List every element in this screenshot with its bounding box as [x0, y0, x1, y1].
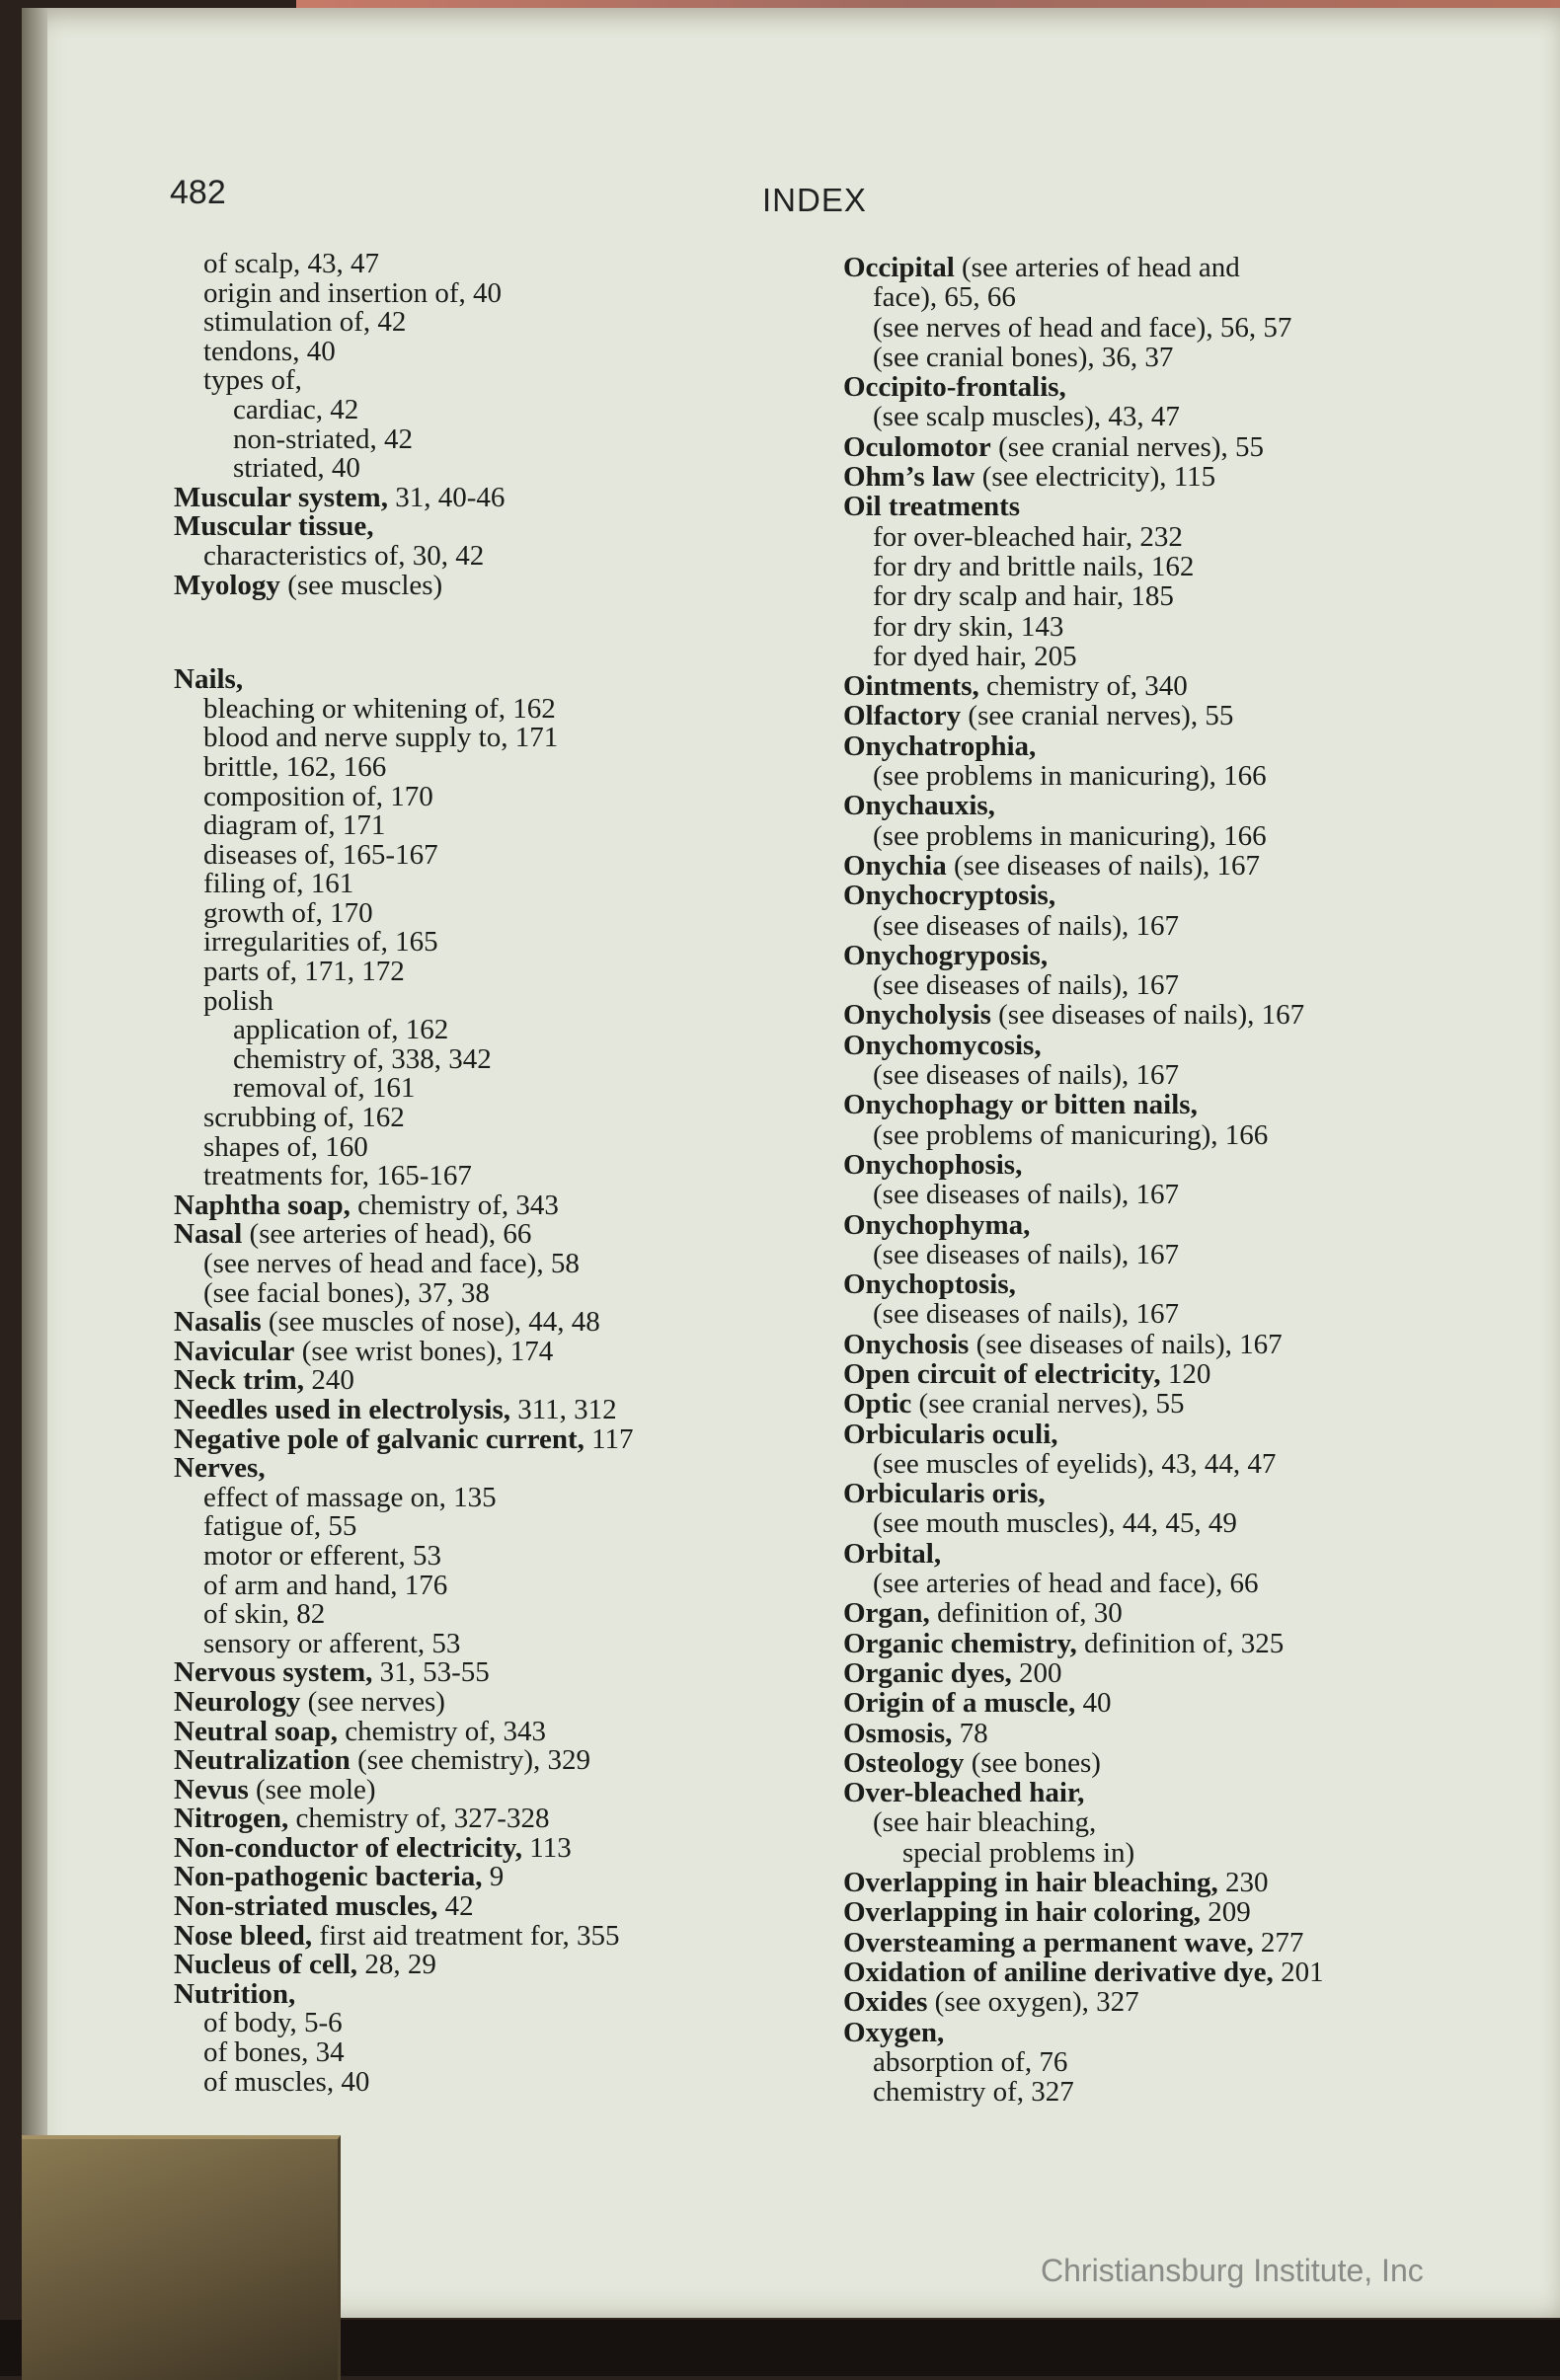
index-heading-entry	[843, 1090, 1534, 1119]
index-locator: motor or efferent, 53	[203, 1539, 442, 1572]
index-locator: (see muscles)	[279, 569, 443, 601]
index-term: Ohm’s law	[843, 461, 975, 494]
index-term: Occipital	[843, 252, 955, 283]
index-term: Non-conductor of electricity,	[174, 1831, 523, 1864]
index-locator: (see arteries of head and face), 66	[873, 1568, 1259, 1600]
section-gap	[174, 600, 825, 665]
index-subentry	[843, 282, 1534, 312]
index-heading-entry	[174, 1773, 825, 1805]
index-heading-entry	[843, 1778, 1534, 1807]
index-subentry	[843, 821, 1534, 851]
index-locator: (see diseases of nails), 167	[946, 849, 1261, 882]
index-locator: 9	[482, 1861, 505, 1893]
index-subentry	[174, 780, 825, 812]
index-term: Origin of a muscle,	[843, 1687, 1076, 1720]
index-heading-entry	[843, 1748, 1534, 1778]
index-locator: (see scalp muscles), 43, 47	[873, 401, 1180, 433]
index-term: Onychophyma,	[843, 1208, 1031, 1241]
index-subentry	[843, 1449, 1534, 1479]
index-locator: fatigue of, 55	[203, 1510, 357, 1543]
index-term: Non-pathogenic bacteria,	[174, 1861, 483, 1893]
index-heading-entry	[843, 1539, 1534, 1569]
index-term: Nails,	[174, 663, 244, 696]
index-locator: of body, 5-6	[203, 2007, 343, 2039]
index-heading-entry	[843, 1719, 1534, 1748]
index-term: Navicular	[174, 1335, 295, 1367]
index-term: Onychogryposis,	[843, 939, 1049, 971]
index-heading-entry	[174, 1715, 825, 1747]
book-tab-corner	[22, 2135, 341, 2380]
index-term: Onychosis	[843, 1328, 970, 1360]
index-locator: (see diseases of nails), 167	[990, 999, 1305, 1032]
index-heading-entry	[843, 1479, 1534, 1508]
index-heading-entry	[174, 1422, 825, 1455]
index-subentry	[843, 970, 1534, 1000]
index-term: Onychia	[843, 849, 947, 882]
index-locator: chemistry of, 327	[873, 2076, 1074, 2109]
index-locator: (see oxygen), 327	[927, 1986, 1139, 2019]
index-locator: chemistry of, 343	[337, 1715, 546, 1747]
index-term: Olfactory	[843, 700, 962, 732]
index-subentry	[174, 838, 825, 871]
index-locator: (see nerves)	[300, 1685, 445, 1718]
index-heading-entry	[843, 791, 1534, 820]
index-subentry	[843, 1838, 1534, 1868]
index-locator: (see cranial bones), 36, 37	[873, 341, 1174, 373]
index-heading-entry	[174, 481, 825, 513]
index-locator: (see diseases of nails), 167	[873, 1059, 1180, 1092]
index-locator: (see chemistry), 329	[350, 1744, 591, 1777]
index-locator: scrubbing of, 162	[203, 1102, 405, 1134]
index-locator: cardiac, 42	[233, 393, 359, 425]
index-locator: special problems in)	[902, 1836, 1135, 1869]
index-term: Organic dyes,	[843, 1656, 1012, 1689]
index-heading-entry	[843, 432, 1534, 462]
index-term: Nitrogen,	[174, 1803, 289, 1835]
index-locator: (see cranial nerves), 55	[961, 700, 1234, 732]
index-term: Orbicularis oris,	[843, 1478, 1046, 1510]
index-term: Orbital,	[843, 1537, 942, 1570]
index-subentry	[843, 761, 1534, 791]
index-locator: 28, 29	[357, 1949, 436, 1981]
index-term: Negative pole of galvanic current,	[174, 1422, 585, 1455]
index-locator: treatments for, 165-167	[203, 1160, 472, 1192]
index-subentry	[174, 1481, 825, 1513]
index-locator: 209	[1201, 1896, 1251, 1929]
index-locator: face), 65, 66	[873, 281, 1016, 314]
index-term: Nervous system,	[174, 1656, 373, 1689]
index-heading-entry	[843, 1897, 1534, 1927]
index-heading-entry	[843, 1359, 1534, 1389]
index-subentry	[174, 928, 825, 958]
index-heading-entry	[843, 671, 1534, 701]
index-term: Nerves,	[174, 1452, 266, 1485]
index-locator: of bones, 34	[203, 2036, 345, 2069]
index-term: Nose bleed,	[174, 1919, 313, 1952]
index-locator: blood and nerve supply to, 171	[203, 722, 559, 754]
index-subentry	[843, 1180, 1534, 1209]
index-locator: for over-bleached hair, 232	[873, 520, 1183, 553]
index-heading-entry	[843, 1958, 1534, 1987]
index-subentry	[174, 724, 825, 753]
index-heading-entry	[174, 1658, 825, 1688]
index-heading-entry	[843, 1987, 1534, 2017]
book-page	[22, 8, 1560, 2318]
index-term: Nucleus of cell,	[174, 1949, 358, 1981]
index-subentry	[843, 581, 1534, 611]
index-locator: (see facial bones), 37, 38	[203, 1276, 490, 1309]
index-term: Muscular system,	[174, 481, 388, 513]
index-locator: 117	[584, 1422, 634, 1455]
index-subentry	[174, 422, 825, 455]
index-term: Optic	[843, 1388, 912, 1420]
index-heading-entry	[174, 569, 825, 601]
index-term: Onychophagy or bitten nails,	[843, 1089, 1198, 1121]
page-number: 482	[170, 174, 226, 211]
index-heading-entry	[843, 1150, 1534, 1180]
index-locator: stimulation of, 42	[203, 306, 407, 339]
index-locator: chemistry of, 343	[350, 1189, 559, 1221]
index-locator: chemistry of, 340	[978, 670, 1188, 703]
watermark: Christiansburg Institute, Inc	[1041, 2253, 1424, 2288]
index-heading-entry	[843, 372, 1534, 402]
index-term: Organ,	[843, 1597, 930, 1630]
index-subentry	[174, 335, 825, 367]
index-subentry	[174, 1627, 825, 1659]
index-heading-entry	[843, 731, 1534, 761]
page-top-edge	[296, 0, 1560, 8]
index-locator: tendons, 40	[203, 335, 336, 367]
index-subentry	[174, 2009, 825, 2038]
index-heading-entry	[843, 881, 1534, 910]
index-subentry	[174, 250, 825, 279]
index-locator: 120	[1160, 1357, 1211, 1390]
index-locator: 31, 53-55	[372, 1656, 490, 1689]
index-subentry	[174, 1569, 825, 1601]
index-locator: 78	[952, 1717, 988, 1749]
index-locator: absorption of, 76	[873, 2045, 1068, 2078]
index-heading-entry	[174, 1977, 825, 2010]
index-subentry	[174, 1104, 825, 1133]
index-locator: (see muscles of nose), 44, 48	[261, 1306, 600, 1339]
index-subentry	[174, 1250, 825, 1279]
index-subentry	[174, 1512, 825, 1542]
index-term: Oil treatments	[843, 491, 1021, 523]
index-term: Onychoptosis,	[843, 1268, 1016, 1301]
index-locator: (see mole)	[248, 1773, 376, 1805]
index-heading-entry	[843, 1928, 1534, 1958]
index-heading-entry	[843, 253, 1534, 282]
index-locator: (see diseases of nails), 167	[873, 1179, 1180, 1211]
index-term: Oxides	[843, 1986, 928, 2019]
index-term: Osmosis,	[843, 1717, 953, 1749]
index-subentry	[843, 642, 1534, 671]
index-heading-entry	[843, 1031, 1534, 1060]
index-locator: (see mouth muscles), 44, 45, 49	[873, 1507, 1237, 1540]
index-term: Needles used in electrolysis,	[174, 1393, 510, 1425]
index-locator: first aid treatment for, 355	[312, 1919, 620, 1952]
index-locator: (see arteries of head and	[954, 252, 1240, 283]
index-heading-entry	[174, 512, 825, 542]
index-subentry	[843, 1569, 1534, 1598]
index-subentry	[174, 1016, 825, 1045]
index-locator: for dyed hair, 205	[873, 640, 1077, 672]
index-locator: growth of, 170	[203, 896, 373, 929]
index-locator: irregularities of, 165	[203, 926, 438, 959]
index-subentry	[174, 692, 825, 725]
index-locator: types of,	[203, 364, 302, 397]
index-locator: removal of, 161	[233, 1072, 416, 1105]
index-heading-entry	[843, 1389, 1534, 1419]
index-heading-entry	[843, 1269, 1534, 1299]
index-term: Oversteaming a permanent wave,	[843, 1926, 1254, 1958]
index-subentry	[174, 539, 825, 572]
index-heading-entry	[843, 462, 1534, 492]
index-heading-entry	[843, 1420, 1534, 1449]
index-heading-entry	[843, 851, 1534, 881]
index-term: Onychauxis,	[843, 790, 995, 822]
index-locator: (see cranial nerves), 55	[911, 1388, 1185, 1420]
index-term: Nutrition,	[174, 1977, 296, 2010]
index-column-right	[843, 253, 1534, 2107]
index-locator: origin and insertion of, 40	[203, 276, 503, 309]
index-locator: 40	[1075, 1687, 1112, 1720]
index-locator: (see problems in manicuring), 166	[873, 760, 1267, 793]
index-locator: (see diseases of nails), 167	[873, 909, 1180, 942]
index-subentry	[174, 1042, 825, 1075]
index-term: Neck trim,	[174, 1364, 305, 1397]
index-heading-entry	[843, 1330, 1534, 1359]
page-header	[22, 174, 1560, 223]
index-term: Non-striated muscles,	[174, 1890, 438, 1923]
index-subentry	[843, 612, 1534, 642]
index-term: Oxidation of aniline derivative dye,	[843, 1956, 1274, 1988]
index-subentry	[174, 1130, 825, 1163]
index-term: Oxygen,	[843, 2016, 945, 2048]
index-subentry	[843, 402, 1534, 431]
index-heading-entry	[174, 1220, 825, 1250]
index-term: Open circuit of electricity,	[843, 1357, 1161, 1390]
index-locator: (see problems in manicuring), 166	[873, 819, 1267, 852]
index-locator: chemistry of, 338, 342	[233, 1042, 492, 1075]
index-subentry	[843, 1807, 1534, 1837]
index-locator: brittle, 162, 166	[203, 750, 387, 783]
index-subentry	[843, 2077, 1534, 2107]
index-term: Nevus	[174, 1773, 249, 1805]
index-heading-entry	[843, 2018, 1534, 2047]
index-locator: filing of, 161	[203, 868, 354, 900]
index-heading-entry	[174, 1393, 825, 1425]
index-subentry	[843, 1508, 1534, 1538]
index-heading-entry	[843, 1688, 1534, 1718]
index-locator: 201	[1273, 1956, 1324, 1988]
index-subentry	[174, 870, 825, 899]
index-locator: (see diseases of nails), 167	[873, 1238, 1180, 1270]
index-locator: (see nerves of head and face), 58	[203, 1248, 580, 1279]
index-heading-entry	[174, 1919, 825, 1952]
index-locator: striated, 40	[233, 452, 360, 485]
index-locator: for dry and brittle nails, 162	[873, 550, 1195, 582]
index-locator: (see diseases of nails), 167	[873, 1298, 1180, 1331]
index-locator: characteristics of, 30, 42	[203, 539, 485, 572]
index-term: Ointments,	[843, 670, 979, 703]
index-heading-entry	[843, 1598, 1534, 1628]
index-locator: application of, 162	[233, 1014, 449, 1046]
index-locator: chemistry of, 327-328	[288, 1803, 550, 1835]
index-subentry	[174, 2065, 825, 2098]
index-subentry	[174, 393, 825, 425]
index-locator: 200	[1011, 1656, 1062, 1689]
index-locator: (see bones)	[964, 1746, 1101, 1779]
index-locator: non-striated, 42	[233, 422, 414, 455]
index-subentry	[174, 366, 825, 396]
index-heading-entry	[174, 1191, 825, 1221]
index-heading-entry	[843, 492, 1534, 521]
index-subentry	[174, 984, 825, 1017]
index-locator: (see muscles of eyelids), 43, 44, 47	[873, 1447, 1277, 1480]
index-heading-entry	[174, 1308, 825, 1338]
index-term: Occipito-frontalis,	[843, 371, 1066, 404]
index-subentry	[174, 1074, 825, 1104]
index-locator: definition of, 325	[1076, 1627, 1285, 1659]
index-locator: (see wrist bones), 174	[294, 1335, 554, 1367]
index-subentry	[843, 522, 1534, 552]
index-subentry	[843, 1120, 1534, 1150]
index-locator: sensory or afferent, 53	[203, 1627, 461, 1659]
index-locator: effect of massage on, 135	[203, 1481, 497, 1513]
index-heading-entry	[174, 1804, 825, 1834]
index-subentry	[843, 911, 1534, 941]
index-heading-entry	[174, 1366, 825, 1396]
index-locator: 230	[1217, 1867, 1269, 1899]
index-heading-entry	[843, 1210, 1534, 1240]
index-term: Muscular tissue,	[174, 510, 374, 543]
index-term: Naphtha soap,	[174, 1189, 351, 1221]
index-subentry	[174, 811, 825, 841]
index-term: Onychophosis,	[843, 1148, 1023, 1181]
index-locator: 113	[522, 1831, 572, 1864]
index-locator: shapes of, 160	[203, 1130, 368, 1163]
index-locator: of arm and hand, 176	[203, 1569, 448, 1601]
index-heading-entry	[843, 1868, 1534, 1897]
index-subentry	[174, 750, 825, 783]
index-subentry	[843, 552, 1534, 581]
index-heading-entry	[843, 941, 1534, 970]
index-locator: diseases of, 165-167	[203, 838, 438, 871]
index-locator: (see electricity), 115	[975, 461, 1216, 494]
index-subentry	[174, 958, 825, 987]
index-heading-entry	[174, 665, 825, 695]
index-locator: parts of, 171, 172	[203, 956, 405, 988]
index-heading-entry	[174, 1892, 825, 1922]
index-term: Nasal	[174, 1218, 243, 1251]
index-subentry	[843, 1060, 1534, 1090]
index-heading-entry	[174, 1746, 825, 1776]
index-heading-entry	[843, 1629, 1534, 1658]
index-locator: for dry scalp and hair, 185	[873, 580, 1174, 613]
index-term: Osteology	[843, 1746, 965, 1779]
index-heading-entry	[174, 1831, 825, 1864]
index-locator: (see hair bleaching,	[873, 1806, 1097, 1839]
index-locator: for dry skin, 143	[873, 610, 1064, 643]
index-locator: of muscles, 40	[203, 2065, 370, 2098]
index-locator: bleaching or whitening of, 162	[203, 692, 556, 725]
index-term: Nasalis	[174, 1306, 262, 1339]
index-locator: 42	[437, 1890, 474, 1923]
index-locator: definition of, 30	[929, 1597, 1123, 1630]
index-locator: of skin, 82	[203, 1598, 326, 1631]
index-subentry	[843, 343, 1534, 372]
index-heading-entry	[843, 1658, 1534, 1688]
index-subentry	[174, 2038, 825, 2068]
index-heading-entry	[174, 1863, 825, 1892]
index-locator: 277	[1253, 1926, 1304, 1958]
index-locator: of scalp, 43, 47	[203, 248, 379, 279]
index-locator: (see problems of manicuring), 166	[873, 1118, 1269, 1151]
index-locator: (see diseases of nails), 167	[873, 969, 1180, 1002]
index-term: Onychocryptosis,	[843, 880, 1056, 912]
index-subentry	[174, 1276, 825, 1309]
index-locator: (see cranial nerves), 55	[990, 430, 1264, 463]
index-subentry	[843, 1299, 1534, 1329]
index-heading-entry	[843, 1000, 1534, 1030]
index-subentry	[843, 313, 1534, 343]
index-subentry	[174, 1162, 825, 1191]
index-heading-entry	[174, 1685, 825, 1718]
index-heading-entry	[174, 1951, 825, 1980]
index-term: Organic chemistry,	[843, 1627, 1077, 1659]
index-locator: 240	[304, 1364, 354, 1397]
index-subentry	[174, 276, 825, 309]
index-term: Orbicularis oculi,	[843, 1418, 1058, 1450]
index-subentry	[843, 2047, 1534, 2077]
index-term: Neutral soap,	[174, 1715, 338, 1747]
index-heading-entry	[843, 701, 1534, 730]
index-heading-entry	[174, 1454, 825, 1484]
index-heading-entry	[174, 1335, 825, 1367]
index-subentry	[174, 454, 825, 484]
index-locator: 311, 312	[510, 1393, 617, 1425]
index-subentry	[174, 1600, 825, 1630]
index-locator: diagram of, 171	[203, 809, 386, 842]
index-term: Over-bleached hair,	[843, 1777, 1085, 1809]
index-subentry	[843, 1240, 1534, 1269]
index-subentry	[174, 1539, 825, 1572]
index-locator: (see arteries of head), 66	[242, 1218, 532, 1251]
index-locator: (see diseases of nails), 167	[969, 1328, 1283, 1360]
index-term: Myology	[174, 569, 280, 601]
index-subentry	[174, 308, 825, 338]
index-term: Onychomycosis,	[843, 1029, 1042, 1061]
index-locator: composition of, 170	[203, 780, 433, 812]
index-term: Onychatrophia,	[843, 729, 1037, 762]
index-subentry	[174, 896, 825, 929]
index-locator: (see nerves of head and face), 56, 57	[873, 311, 1292, 344]
index-term: Neutralization	[174, 1744, 351, 1777]
index-locator: polish	[203, 984, 273, 1017]
index-term: Onycholysis	[843, 999, 991, 1032]
index-term: Overlapping in hair bleaching,	[843, 1867, 1218, 1899]
index-term: Overlapping in hair coloring,	[843, 1896, 1202, 1929]
index-term: Oculomotor	[843, 430, 991, 463]
index-term: Neurology	[174, 1685, 301, 1718]
index-column-left	[174, 250, 825, 2097]
index-locator: 31, 40-46	[387, 481, 506, 513]
running-title: INDEX	[762, 182, 867, 218]
page-spine-shadow	[22, 8, 47, 2180]
